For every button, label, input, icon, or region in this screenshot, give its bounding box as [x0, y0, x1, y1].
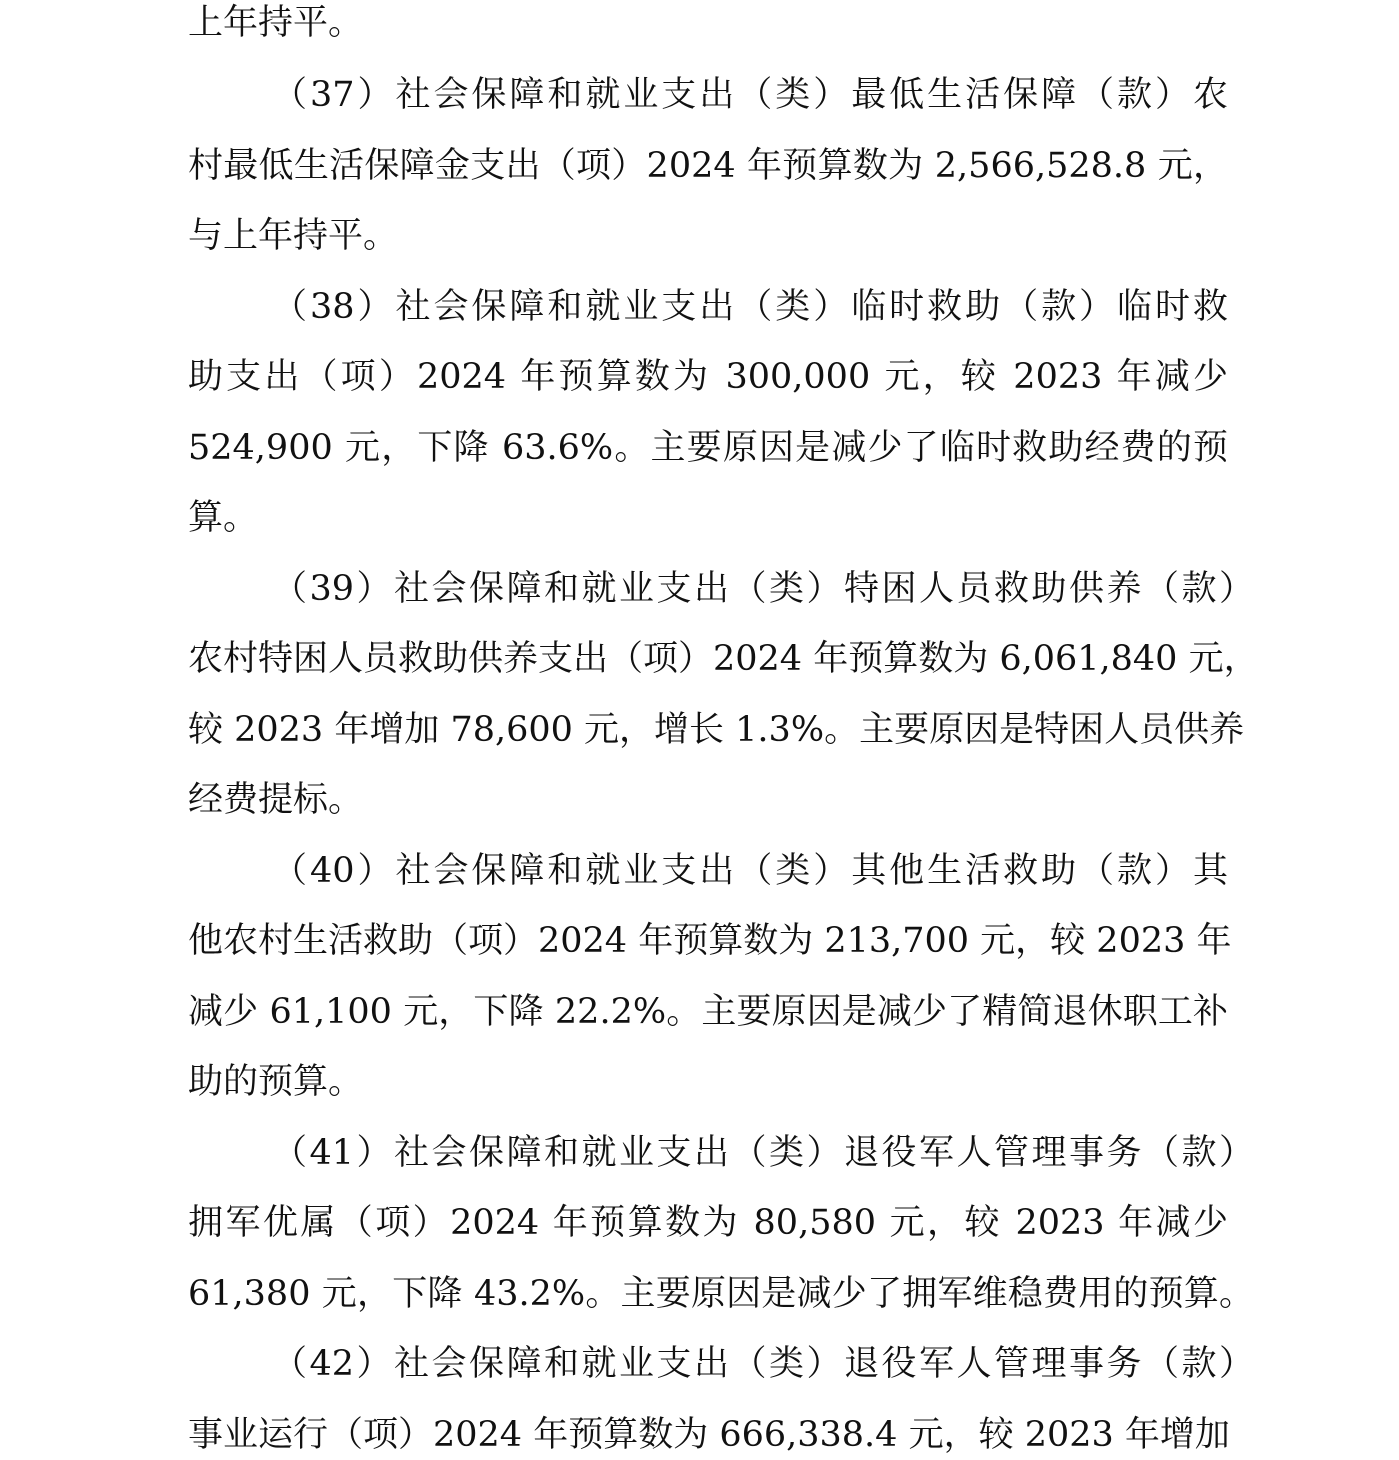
paragraph-39-line-2: 农村特困人员救助供养支出（项）2024 年预算数为 6,061,840 元，: [188, 639, 1259, 679]
paragraph-38-line-2: 助支出（项）2024 年预算数为 300,000 元，较 2023 年减少: [188, 357, 1228, 397]
paragraph-36-line-end: 上年持平。: [188, 3, 364, 43]
paragraph-37-line-2: 村最低生活保障金支出（项）2024 年预算数为 2,566,528.8 元，: [188, 146, 1228, 186]
paragraph-40-line-3: 减少 61,100 元，下降 22.2%。主要原因是减少了精简退休职工补: [188, 992, 1228, 1032]
paragraph-42-line-1: （42）社会保障和就业支出（类）退役军人管理事务（款）: [272, 1344, 1254, 1384]
paragraph-39-line-4: 经费提标。: [188, 780, 364, 820]
paragraph-42-line-2: 事业运行（项）2024 年预算数为 666,338.4 元，较 2023 年增加: [188, 1415, 1230, 1455]
paragraph-41-line-3: 61,380 元，下降 43.2%。主要原因是减少了拥军维稳费用的预算。: [188, 1274, 1254, 1314]
paragraph-41-line-2: 拥军优属（项）2024 年预算数为 80,580 元，较 2023 年减少: [188, 1203, 1228, 1243]
paragraph-38-line-1: （38）社会保障和就业支出（类）临时救助（款）临时救: [272, 287, 1228, 327]
paragraph-41-line-1: （41）社会保障和就业支出（类）退役军人管理事务（款）: [272, 1133, 1254, 1173]
paragraph-37-line-3: 与上年持平。: [188, 216, 399, 256]
paragraph-37-line-1: （37）社会保障和就业支出（类）最低生活保障（款）农: [272, 75, 1228, 115]
paragraph-39-line-3: 较 2023 年增加 78,600 元，增长 1.3%。主要原因是特困人员供养: [188, 710, 1245, 750]
paragraph-40-line-2: 他农村生活救助（项）2024 年预算数为 213,700 元，较 2023 年: [188, 921, 1232, 961]
paragraph-40-line-4: 助的预算。: [188, 1062, 364, 1102]
paragraph-39-line-1: （39）社会保障和就业支出（类）特困人员救助供养（款）: [272, 569, 1254, 609]
paragraph-38-line-3: 524,900 元，下降 63.6%。主要原因是减少了临时救助经费的预: [188, 428, 1228, 468]
paragraph-40-line-1: （40）社会保障和就业支出（类）其他生活救助（款）其: [272, 851, 1228, 891]
paragraph-38-line-4: 算。: [188, 498, 259, 538]
